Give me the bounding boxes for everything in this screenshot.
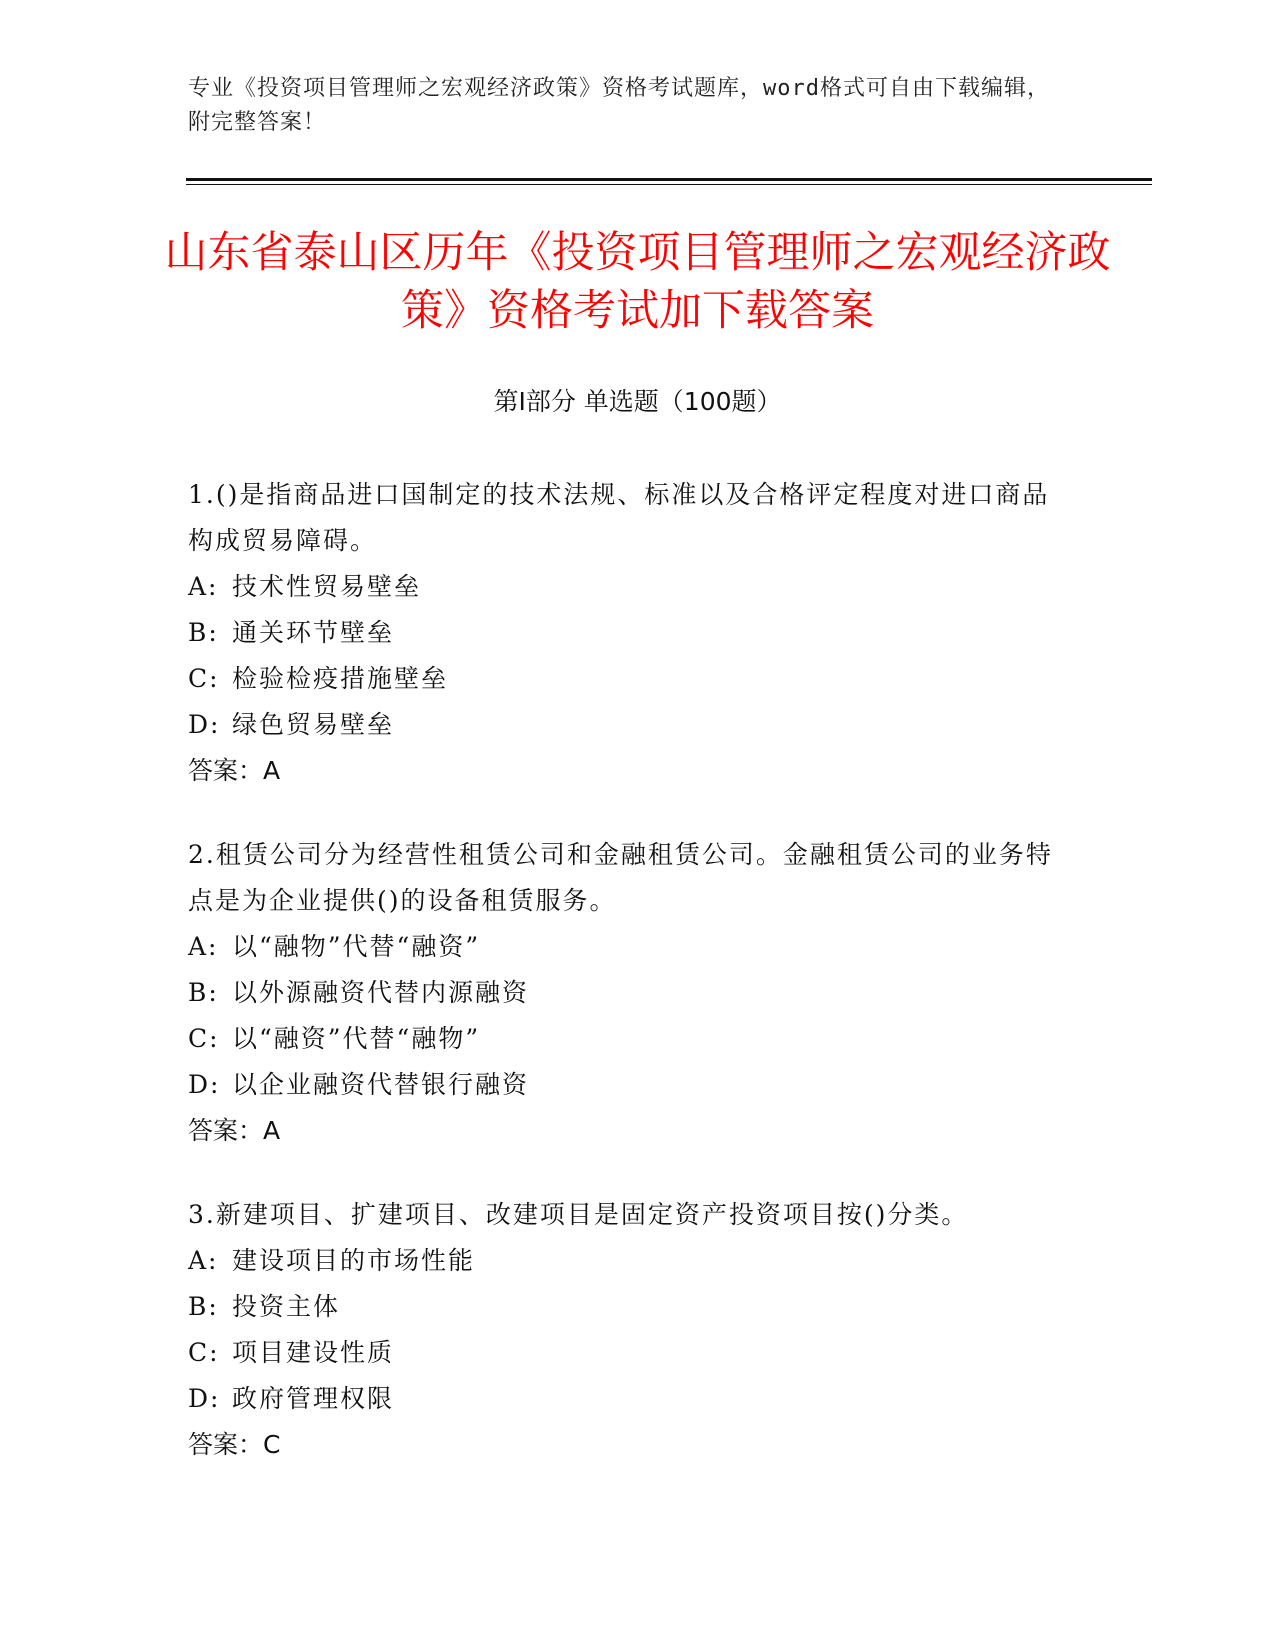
option-text: 项目建设性质: [232, 1338, 395, 1367]
option-key: C:: [188, 1338, 220, 1367]
option-c: [188, 656, 1068, 702]
question-answer: 答案：C: [188, 1430, 281, 1459]
question-3: [188, 1192, 1068, 1468]
option-key: B:: [188, 618, 219, 647]
question-1: [188, 472, 1068, 794]
option-key: D:: [188, 710, 221, 739]
option-text: 投资主体: [232, 1292, 341, 1321]
option-key: C:: [188, 664, 220, 693]
option-text: 政府管理权限: [232, 1384, 395, 1413]
option-key: B:: [188, 978, 219, 1007]
option-c: [188, 1330, 1068, 1376]
option-key: D:: [188, 1070, 221, 1099]
option-key: C:: [188, 1024, 220, 1053]
option-text: 通关环节壁垒: [232, 618, 395, 647]
option-text: 以“融物”代替“融资”: [232, 932, 481, 961]
document-title: 山东省泰山区历年《投资项目管理师之宏观经济政策》资格考试加下载答案: [164, 228, 1111, 336]
option-key: A:: [188, 932, 219, 961]
option-text: 技术性贸易壁垒: [232, 572, 422, 601]
option-text: 以企业融资代替银行融资: [232, 1070, 530, 1099]
option-a: [188, 564, 1068, 610]
option-d: [188, 702, 1068, 748]
option-d: [188, 1062, 1068, 1108]
option-text: 绿色贸易壁垒: [232, 710, 395, 739]
option-key: D:: [188, 1384, 221, 1413]
question-2: [188, 832, 1068, 1154]
option-key: A:: [188, 1246, 219, 1275]
question-stem: 3.新建项目、扩建项目、改建项目是固定资产投资项目按()分类。: [188, 1200, 969, 1229]
option-b: [188, 1284, 1068, 1330]
section-heading: 第I部分 单选题（100题）: [493, 387, 782, 416]
question-stem: 2.租赁公司分为经营性租赁公司和金融租赁公司。金融租赁公司的业务特点是为企业提供()的设备租赁服务。: [188, 840, 1053, 915]
option-b: [188, 610, 1068, 656]
option-text: 以“融资”代替“融物”: [232, 1024, 481, 1053]
question-list: [188, 472, 1068, 1506]
option-text: 检验检疫措施壁垒: [232, 664, 449, 693]
question-answer: 答案：A: [188, 756, 281, 785]
option-text: 建设项目的市场性能: [232, 1246, 476, 1275]
option-key: A:: [188, 572, 219, 601]
question-stem: 1.()是指商品进口国制定的技术法规、标准以及合格评定程度对进口商品构成贸易障碍。: [188, 480, 1050, 555]
option-text: 以外源融资代替内源融资: [232, 978, 530, 1007]
header-rule-thin: [186, 184, 1152, 185]
header-rule-thick: [186, 178, 1152, 181]
option-d: [188, 1376, 1068, 1422]
option-b: [188, 970, 1068, 1016]
option-key: B:: [188, 1292, 219, 1321]
option-a: [188, 1238, 1068, 1284]
option-a: [188, 924, 1068, 970]
header-note: 专业《投资项目管理师之宏观经济政策》资格考试题库，word格式可自由下载编辑，附完整答案！: [188, 76, 1050, 135]
option-c: [188, 1016, 1068, 1062]
question-answer: 答案：A: [188, 1116, 281, 1145]
